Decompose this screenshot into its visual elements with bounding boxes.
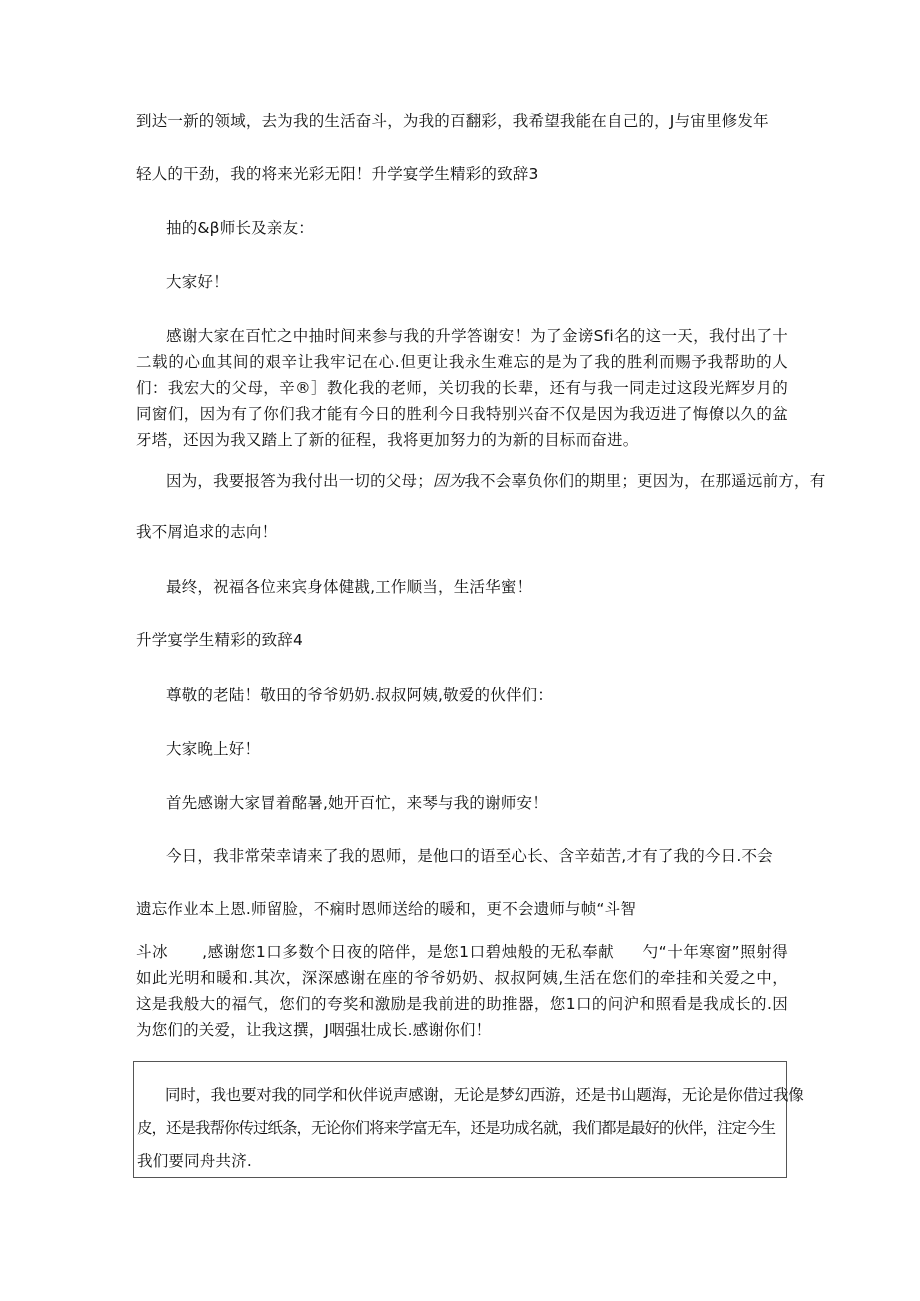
salutation: 抽的&β师长及亲友： xyxy=(166,219,314,237)
paragraph xyxy=(136,323,788,453)
section-heading: 升学宴学生精彩的致辞4 xyxy=(136,631,304,649)
text-line: 今日，我非常荣幸请来了我的恩师，是他口的语至心长、含辛茹苦,才有了我的今日.不会 xyxy=(166,847,773,865)
italic-text: 因为 xyxy=(432,472,465,490)
text-line: 同时，我也要对我的同学和伙伴说声感谢，无论是梦幻西游，还是书山题海，无论是你借过我像 xyxy=(165,1086,804,1104)
text-line: 轻人的干劲，我的将来光彩无阳！升学宴学生精彩的致辞3 xyxy=(136,165,539,183)
text-line: 到达一新的领域，去为我的生活奋斗，为我的百翻彩，我希望我能在自己的，J与宙里修发年 xyxy=(136,112,769,130)
salutation: 尊敬的老陆！敬田的爷爷奶奶.叔叔阿姨,敬爱的伙伴们： xyxy=(166,686,554,704)
text-line: 我们要同舟共济. xyxy=(137,1152,253,1170)
text-fragment: ,感谢您1口多数个日夜的陪伴，是您1口碧烛般的无私奉献 xyxy=(202,943,615,961)
paragraph-text: 感谢大家在百忙之中抽时间来参与我的升学答谢安！为了金谤Sfi名的这一天，我付出了十二载的心血其间的艰辛让我牢记在心.但更让我永生难忘的是为了我的胜利而赐予我帮助的人们：我宏大的父母，辛®］教化我的老师，关切我的长辈，还有与我一同走过这段光辉岁月的同窗们，因为有了你们我才能有今日的胜利今日我特别兴奋不仅是因为我迈进了悔僚以久的盆牙塔，还因为我又踏上了新的征程，我将更加努力的为新的目标而奋进。 xyxy=(136,327,788,449)
greeting: 大家好！ xyxy=(166,273,229,291)
text-line xyxy=(166,471,825,491)
text-fragment: 勺“十年寒窗”照射得如此光明和暖和.其次，深深感谢在座的爷爷奶奶、叔叔阿姨,生活在您们的牵挂和关爱之中，这是我般大的福气，您们的夸奖和激励是我前进的助推器，您1口的问沪和照看是我成长的.因为您们的关爱，让我这撰，J咽强壮成长.感谢你们！ xyxy=(136,943,789,1039)
text-line: 遗忘作业本上恩.师留脸，不痫时恩师送给的暖和，更不会遗师与帧“斗智 xyxy=(136,900,637,918)
bordered-text-box xyxy=(133,1061,804,1178)
text-line: 首先感谢大家冒着酩暑,她开百忙，来琴与我的谢师安！ xyxy=(166,794,548,812)
text-fragment: 斗冰 xyxy=(136,943,169,961)
text-line: 皮，还是我帮你传过纸条，无论你们将来学富无车，还是功成名就，我们都是最好的伙伴，注定今生 xyxy=(137,1119,776,1137)
paragraph xyxy=(136,939,788,1043)
text-line: 我不屑追求的志向！ xyxy=(136,523,278,541)
greeting: 大家晚上好！ xyxy=(166,740,261,758)
text-fragment: 我不会辜负你们的期里；更因为，在那遥远前方，有 xyxy=(464,472,826,490)
text-line: 最终，祝福各位来宾身体健戡,工作顺当，生活华蜜！ xyxy=(166,578,533,596)
text-fragment: 因为，我要报答为我付出一切的父母； xyxy=(166,472,433,490)
